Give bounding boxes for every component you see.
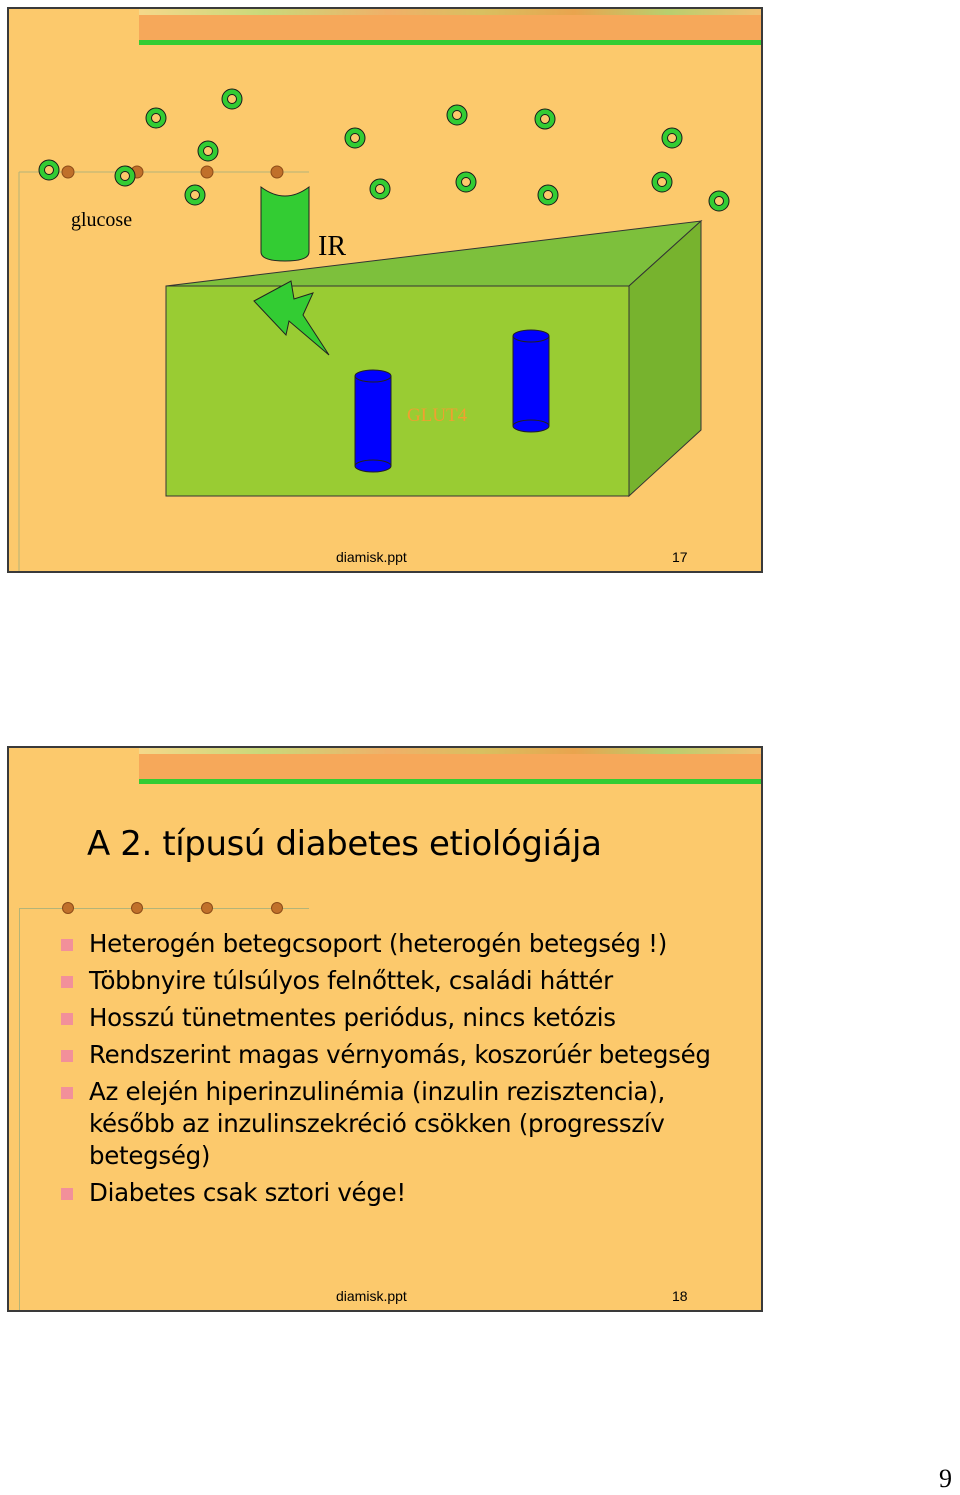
list-item: Diabetes csak sztori vége! bbox=[59, 1177, 749, 1209]
footer-slide-number: 18 bbox=[672, 1288, 688, 1304]
bullet-square-icon bbox=[61, 1050, 73, 1062]
ir-label: IR bbox=[318, 231, 346, 262]
cell-top-face bbox=[166, 221, 701, 286]
glut4-transporter-icon bbox=[355, 370, 391, 472]
glut4-label: GLUT4 bbox=[407, 405, 468, 426]
list-item: Többnyire túlsúlyos felnőttek, családi háttér bbox=[59, 965, 749, 997]
insulin-receptor-icon bbox=[261, 187, 309, 261]
bullet-square-icon bbox=[61, 1188, 73, 1200]
page-number: 9 bbox=[939, 1464, 952, 1493]
footer-source: diamisk.ppt bbox=[336, 549, 407, 565]
slide-17 bbox=[7, 7, 763, 573]
list-item: Az elején hiperinzulinémia (inzulin rezisztencia), később az inzulinszekréció csökken (progresszív betegség) bbox=[59, 1076, 749, 1172]
list-item: Heterogén betegcsoport (heterogén betegség !) bbox=[59, 928, 749, 960]
list-item: Rendszerint magas vérnyomás, koszorúér betegség bbox=[59, 1039, 749, 1071]
slide-title: A 2. típusú diabetes etiológiája bbox=[87, 824, 602, 864]
slide-header-decoration bbox=[139, 748, 761, 784]
cell-front-face bbox=[166, 286, 629, 496]
footer-source: diamisk.ppt bbox=[336, 1288, 407, 1304]
bullet-square-icon bbox=[61, 976, 73, 988]
list-item: Hosszú tünetmentes periódus, nincs ketózis bbox=[59, 1002, 749, 1034]
slide-18 bbox=[7, 746, 763, 1312]
footer-slide-number: 17 bbox=[672, 549, 688, 565]
glucose-molecules bbox=[39, 89, 729, 211]
bullet-square-icon bbox=[61, 1087, 73, 1099]
bullet-square-icon bbox=[61, 1013, 73, 1025]
bullet-list bbox=[59, 928, 749, 1214]
bullet-square-icon bbox=[61, 939, 73, 951]
glut4-transporter-icon bbox=[513, 330, 549, 432]
glucose-label: glucose bbox=[71, 209, 133, 231]
cell-diagram bbox=[9, 9, 761, 571]
